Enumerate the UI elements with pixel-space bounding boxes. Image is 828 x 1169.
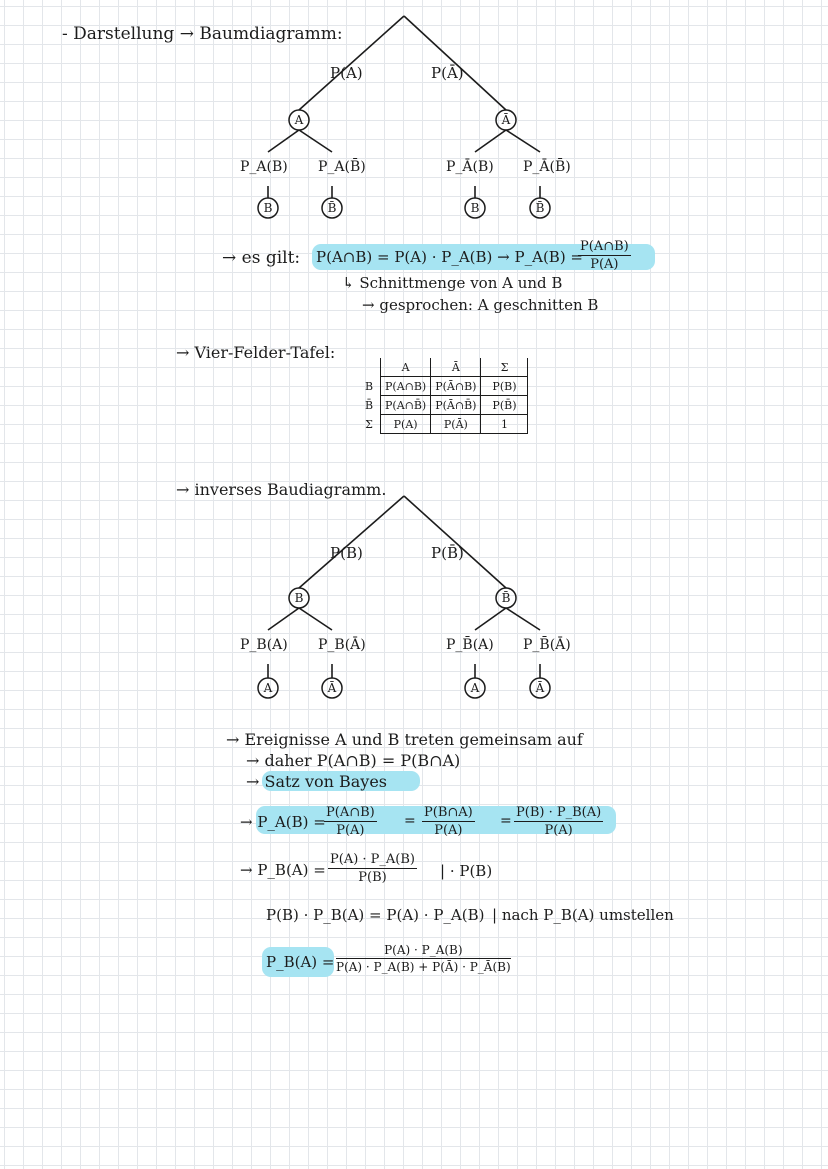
bayes-f1-num: P(A∩B) bbox=[326, 805, 375, 820]
vierfelder-label: → Vier-Felder-Tafel: bbox=[176, 343, 336, 362]
vierfelder-cell: P(A) bbox=[381, 415, 431, 434]
bayes-row1-prefix: → P_A(B) = bbox=[240, 813, 326, 831]
section-darstellung: - Darstellung → Baumdiagramm: bbox=[62, 24, 343, 44]
tree2-node-left: B bbox=[294, 591, 304, 605]
tree1-leaf-label-3: P_Ā(B) bbox=[446, 159, 494, 175]
vierfelder-header-cell: A bbox=[381, 358, 431, 377]
bayes-frac-1 bbox=[324, 806, 377, 837]
tree2-node-right: B̄ bbox=[501, 591, 511, 605]
vierfelder-cell: P(Ā∩B̄) bbox=[431, 396, 481, 415]
tree2-branch-left: P(B) bbox=[330, 544, 363, 562]
formula1-main: P(A∩B) = P(A) · P_A(B) → P_A(B) = bbox=[316, 248, 584, 266]
formula1-prefix: → es gilt: bbox=[222, 248, 301, 268]
notes-line1: → Ereignisse A und B treten gemeinsam auf bbox=[226, 730, 583, 749]
bayes-f2-num: P(B∩A) bbox=[424, 805, 473, 820]
vierfelder-header-cell: Ā bbox=[431, 358, 481, 377]
tree2-leaf-node-3: A bbox=[470, 681, 480, 695]
bayes-f1-den: P(A) bbox=[336, 823, 365, 838]
tree2-leaf-label-2: P_B(Ā) bbox=[318, 637, 366, 653]
bayes-row3-note: | nach P_B(A) umstellen bbox=[492, 906, 674, 924]
vierfelder-cell: P(Ā∩B) bbox=[431, 377, 481, 396]
bayes-eq-2: = bbox=[500, 813, 512, 829]
tree1-branch-right: P(Ā) bbox=[431, 64, 464, 82]
tree1-node-right: Ā bbox=[501, 113, 511, 127]
vierfelder-row-head: Σ bbox=[358, 415, 381, 434]
tree2-leaf-label-4: P_B̄(Ā) bbox=[523, 637, 571, 653]
bayes-f4-num: P(A) · P_A(B) bbox=[330, 852, 416, 867]
tree2-branch-right: P(B̄) bbox=[431, 544, 464, 562]
vierfelder-cell: 1 bbox=[481, 415, 528, 434]
vierfelder-row-head: B bbox=[358, 377, 381, 396]
tree1-leaf-node-4: B̄ bbox=[535, 201, 545, 215]
formula1-frac-num: P(A∩B) bbox=[580, 239, 629, 254]
notes-line3: → Satz von Bayes bbox=[246, 772, 388, 791]
bayes-row2-prefix: → P_B(A) = bbox=[240, 861, 326, 879]
bayes-f5-den: P(A) · P_A(B) + P(Ā) · P_Ā(B) bbox=[336, 960, 511, 974]
tree1-leaf-node-1: B bbox=[263, 201, 273, 215]
notes-line2: → daher P(A∩B) = P(B∩A) bbox=[246, 751, 461, 770]
tree2-leaf-node-1: A bbox=[263, 681, 273, 695]
bayes-row2-suffix: | · P(B) bbox=[440, 862, 493, 880]
vierfelder-cell: P(B) bbox=[481, 377, 528, 396]
bayes-frac-4 bbox=[328, 853, 417, 884]
tree1-node-left: A bbox=[294, 113, 304, 127]
vierfelder-cell: P(Ā) bbox=[431, 415, 481, 434]
tree1-leaf-label-2: P_A(B̄) bbox=[318, 159, 366, 175]
bayes-f2-den: P(A) bbox=[434, 823, 463, 838]
bayes-row3: P(B) · P_B(A) = P(A) · P_A(B) bbox=[266, 906, 485, 924]
bayes-f4-den: P(B) bbox=[358, 870, 387, 885]
bayes-frac-3 bbox=[514, 806, 603, 837]
vierfelder-cell: P(A∩B̄) bbox=[381, 396, 431, 415]
bayes-frac-5 bbox=[336, 944, 511, 973]
tree2-leaf-label-1: P_B(A) bbox=[240, 637, 288, 653]
bayes-frac-2 bbox=[422, 806, 475, 837]
tree2-leaf-node-2: Ā bbox=[327, 681, 337, 695]
bayes-row4-prefix: P_B(A) = bbox=[266, 953, 335, 971]
inverse-label: → inverses Baudiagramm. bbox=[176, 480, 387, 499]
vierfelder-header-cell: Σ bbox=[481, 358, 528, 377]
tree2-leaf-node-4: Ā bbox=[535, 681, 545, 695]
tree2-leaf-label-3: P_B̄(A) bbox=[446, 637, 494, 653]
tree1-leaf-label-1: P_A(B) bbox=[240, 159, 288, 175]
bayes-f3-den: P(A) bbox=[544, 823, 573, 838]
bayes-eq-1: = bbox=[404, 813, 416, 829]
bayes-f5-num: P(A) · P_A(B) bbox=[336, 944, 511, 959]
bayes-f3-num: P(B) · P_B(A) bbox=[516, 805, 602, 820]
tree1-leaf-node-3: B bbox=[470, 201, 480, 215]
vierfelder-cell: P(B̄) bbox=[481, 396, 528, 415]
tree1-branch-left: P(A) bbox=[330, 64, 363, 82]
tree1-leaf-label-4: P_Ā(B̄) bbox=[523, 159, 571, 175]
formula1-note2: → gesprochen: A geschnitten B bbox=[362, 296, 599, 314]
tree1-leaf-node-2: B̄ bbox=[327, 201, 337, 215]
vierfelder-cell: P(A∩B) bbox=[381, 377, 431, 396]
vierfelder-row-head: B̄ bbox=[358, 396, 381, 415]
formula1-frac-den: P(A) bbox=[590, 257, 619, 272]
formula1-note1: ↳ Schnittmenge von A und B bbox=[342, 274, 563, 292]
